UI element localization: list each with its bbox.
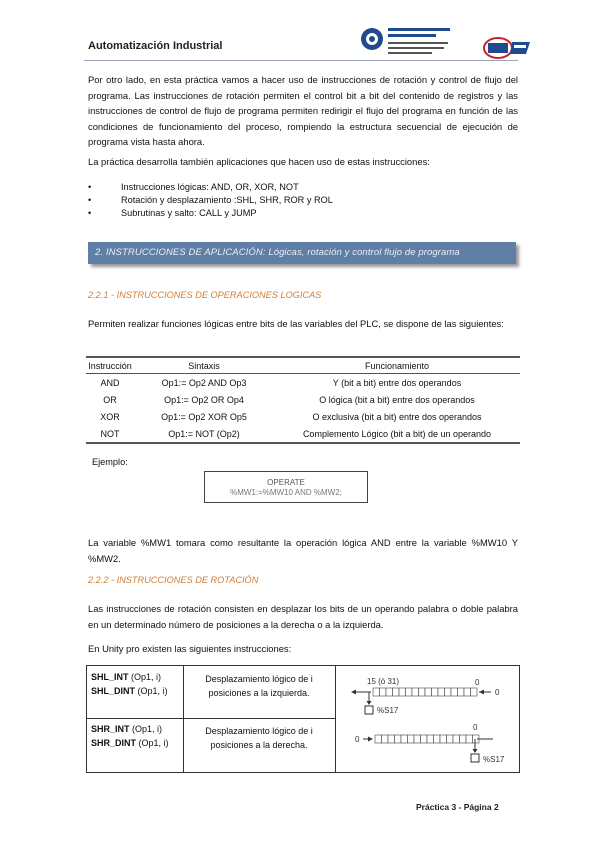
page-footer: Práctica 3 - Página 2: [416, 802, 499, 812]
faculty-logo: [480, 34, 534, 60]
register-bit-cell: [399, 688, 406, 696]
svg-text:0: 0: [475, 678, 480, 687]
svg-text:15 (ó 31): 15 (ó 31): [367, 677, 400, 686]
svg-text:0: 0: [355, 735, 360, 744]
register-bit-cell: [382, 735, 389, 743]
register-bit-cell: [453, 735, 460, 743]
register-bit-cell: [440, 735, 447, 743]
column-header: Instrucción: [86, 357, 134, 374]
list-item: [88, 181, 518, 194]
function-name: SHR_DINT (Op1, i): [91, 738, 169, 748]
operate-block: [204, 471, 368, 503]
example-explanation: La variable %MW1 tomara como resultante la operación lógica AND entre la variable %MW10 Y %MW2.: [88, 537, 518, 564]
register-bit-cell: [412, 688, 419, 696]
svg-text:0: 0: [495, 688, 500, 697]
register-bit-cell: [447, 735, 454, 743]
apps-paragraph: La práctica desarrolla también aplicaciones que hacen uso de estas instrucciones:: [88, 156, 430, 167]
register-bit-cell: [373, 688, 380, 696]
rotacion-list-intro: En Unity pro existen las siguientes instrucciones:: [88, 643, 292, 654]
register-bit-cell: [414, 735, 421, 743]
table-row: [86, 391, 520, 408]
bullet-icon: •: [88, 195, 92, 205]
rotation-instructions-table: [86, 665, 520, 773]
section-heading-bar: [88, 242, 516, 264]
svg-text:%S17: %S17: [377, 706, 399, 715]
divider: [335, 666, 336, 772]
intro-paragraph: Por otro lado, en esta práctica vamos a hacer uso de instrucciones de rotación y control de flujo del programa. Las instrucciones de rotación permiten el control bit a bit del contenido de registros y las instrucciones de control de flujo de programa permiten redirigir el flujo del programa en función de las condiciones de funcionamiento del proceso, rompiendo la estructura secuencial de ejecución de programa vista hasta ahora.: [88, 74, 518, 147]
register-bit-cell: [401, 735, 408, 743]
register-bit-cell: [427, 735, 434, 743]
bullet-text: Rotación y desplazamiento :SHL, SHR, ROR y ROL: [121, 195, 333, 205]
svg-text:%S17: %S17: [483, 755, 505, 764]
example-label: Ejemplo:: [92, 457, 128, 467]
table-cell: OR: [103, 394, 117, 405]
function-description: Desplazamiento lógico de i posiciones a la izquierda.: [205, 674, 313, 698]
subsection-heading-rotacion: 2.2.2 - INSTRUCCIONES DE ROTACIÓN: [88, 575, 259, 585]
bullet-icon: •: [88, 182, 92, 192]
subsection-heading-logicas: 2.2.1 - INSTRUCCIONES DE OPERACIONES LOGICAS: [88, 290, 322, 300]
logic-operations-table: [86, 356, 520, 444]
register-bit-cell: [466, 735, 473, 743]
register-bit-cell: [408, 735, 415, 743]
table-cell: AND: [100, 377, 120, 388]
bullet-text: Instrucciones lógicas: AND, OR, XOR, NOT: [121, 182, 299, 192]
table-cell: Complemento Lógico (bit a bit) de un operando: [302, 428, 492, 439]
function-description: Desplazamiento lógico de i posiciones a la derecha.: [205, 726, 313, 750]
table-row: [86, 408, 520, 425]
register-bit-cell: [438, 688, 445, 696]
table-header-row: [86, 357, 520, 374]
function-name: SHL_DINT (Op1, i): [91, 686, 168, 696]
register-bit-cell: [388, 735, 395, 743]
column-header: Sintaxis: [134, 357, 274, 374]
logicas-intro: Permiten realizar funciones lógicas entre bits de las variables del PLC, se dispone de las siguientes:: [88, 318, 504, 329]
register-bit-cell: [464, 688, 471, 696]
register-bit-cell: [432, 688, 439, 696]
function-name: SHR_INT (Op1, i): [91, 724, 163, 734]
register-bit-cell: [386, 688, 393, 696]
divider: [87, 718, 335, 719]
register-bit-cell: [406, 688, 413, 696]
register-bit-cell: [434, 735, 441, 743]
header-divider: [84, 60, 518, 61]
svg-text:0: 0: [473, 723, 478, 732]
rotacion-intro: Las instrucciones de rotación consisten en desplazar los bits de un operando palabra o doble palabra en un determinado número de posiciones a la derecha o a la izquierda.: [88, 603, 518, 630]
register-bit-cell: [451, 688, 458, 696]
section-title: 2. INSTRUCCIONES DE APLICACIÓN: Lógicas, rotación y control flujo de programa: [95, 247, 460, 258]
bullet-icon: •: [88, 208, 92, 218]
table-cell: Op1:= Op2 XOR Op5: [161, 411, 247, 422]
table-cell: NOT: [100, 428, 120, 439]
shift-right-diagram: [349, 722, 515, 768]
header-title: Automatización Industrial: [88, 40, 223, 52]
table-cell: XOR: [100, 411, 120, 422]
register-bit-cell: [425, 688, 432, 696]
register-bit-cell: [393, 688, 400, 696]
register-bit-cell: [421, 735, 428, 743]
register-bit-cell: [380, 688, 387, 696]
register-bit-cell: [458, 688, 465, 696]
table-row: [86, 374, 520, 392]
register-bit-cell: [460, 735, 467, 743]
register-bit-cell: [419, 688, 426, 696]
bullet-text: Subrutinas y salto: CALL y JUMP: [121, 208, 257, 218]
table-cell: Op1:= NOT (Op2): [168, 428, 240, 439]
table-cell: O exclusiva (bit a bit) entre dos operandos: [312, 411, 482, 422]
table-cell: Y (bit a bit) entre dos operandos: [332, 377, 462, 388]
register-bit-cell: [375, 735, 382, 743]
column-header: Funcionamiento: [274, 357, 520, 374]
register-bit-cell: [471, 688, 478, 696]
list-item: [88, 207, 518, 220]
list-item: [88, 194, 518, 207]
register-bit-cell: [395, 735, 402, 743]
operate-title: OPERATE: [267, 478, 305, 487]
university-logo: [360, 24, 480, 58]
shift-left-diagram: [349, 676, 509, 720]
table-row: [86, 425, 520, 443]
register-bit-cell: [445, 688, 452, 696]
bullet-list: [88, 181, 518, 220]
table-cell: O lógica (bit a bit) entre dos operandos: [319, 394, 475, 405]
table-cell: Op1:= Op2 OR Op4: [164, 394, 244, 405]
operate-code: %MW1:=%MW10 AND %MW2;: [230, 488, 342, 497]
table-cell: Op1:= Op2 AND Op3: [161, 377, 247, 388]
divider: [183, 666, 184, 772]
function-name: SHL_INT (Op1, i): [91, 672, 162, 682]
